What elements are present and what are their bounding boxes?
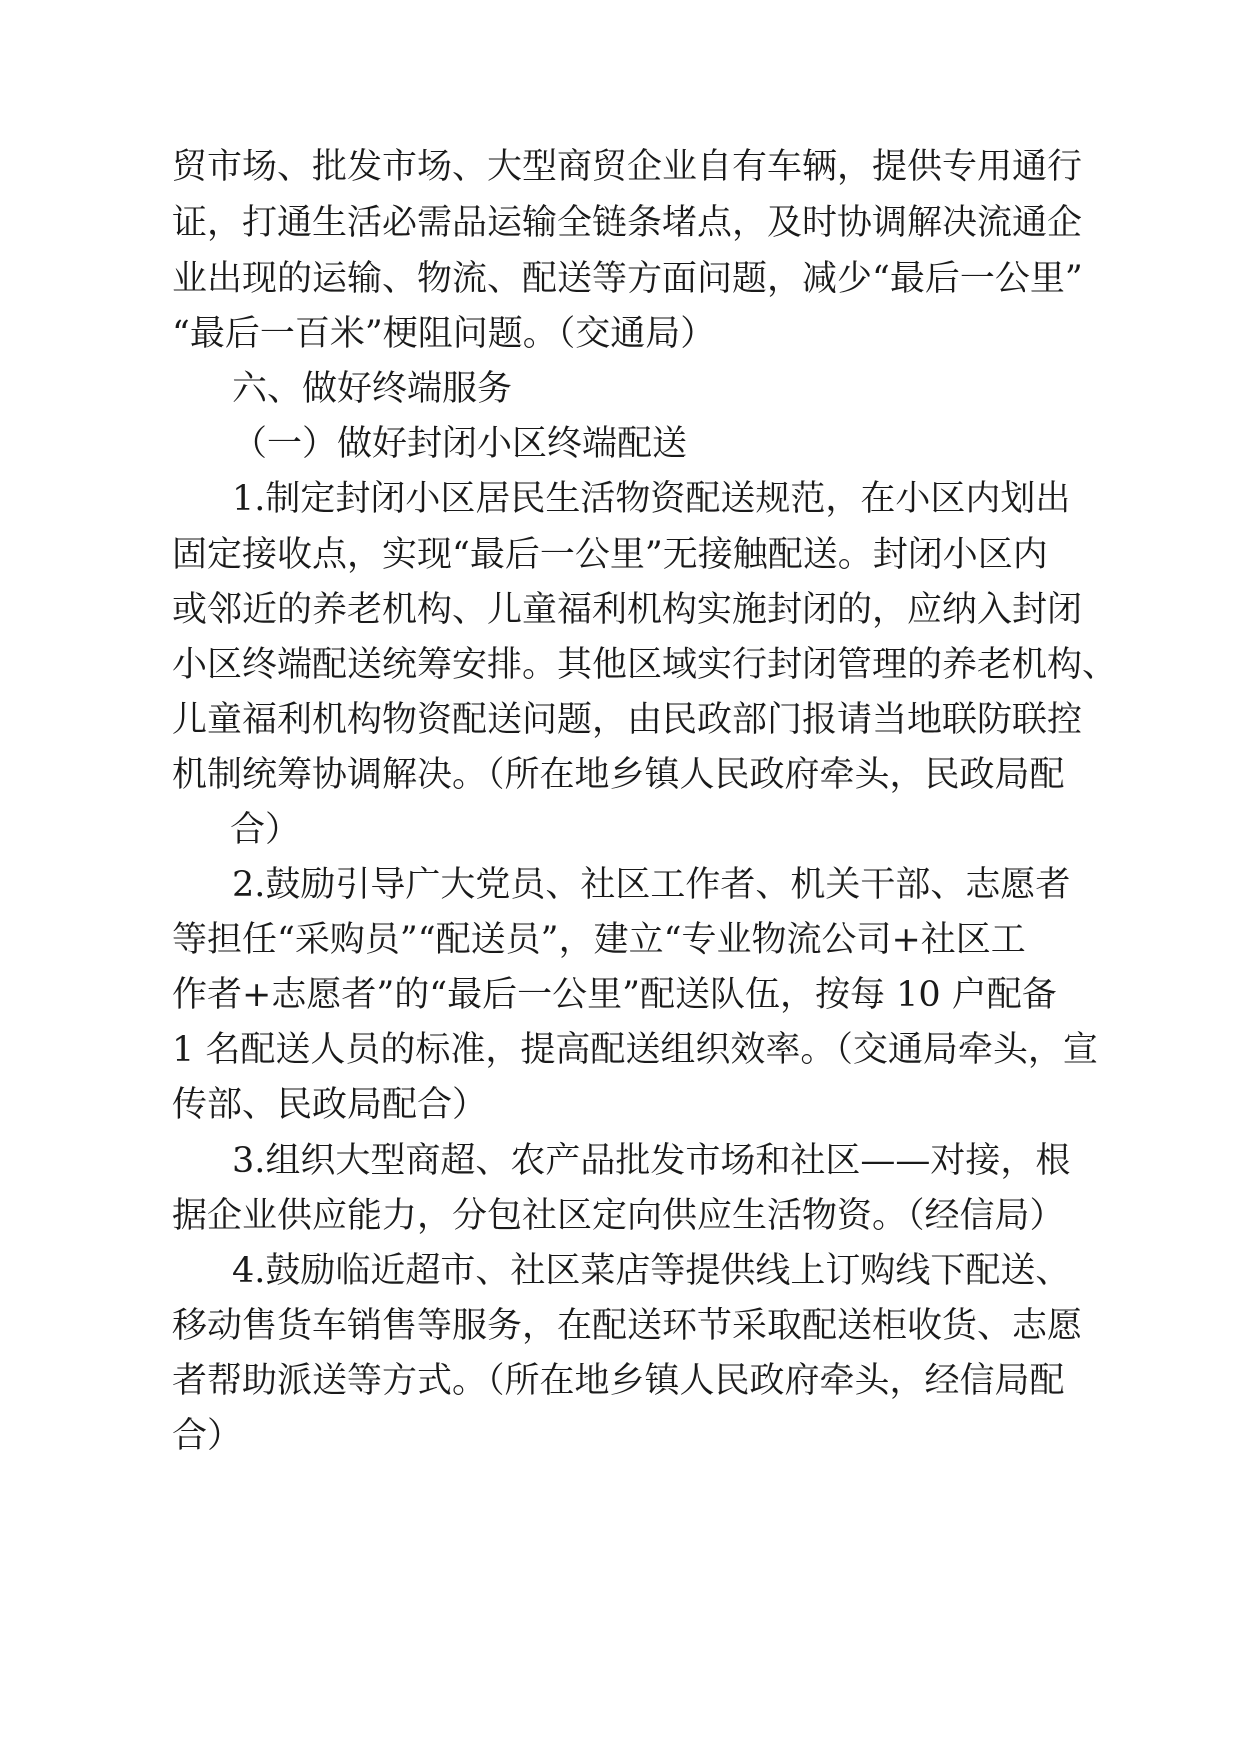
text-line-3: 业出现的运输、物流、配送等方面问题，减少“最后一公里” — [172, 259, 1083, 299]
text-line-21: 4.鼓励临近超市、社区菜店等提供线上订购线下配送、 — [232, 1251, 1071, 1291]
text-line-1: 贸市场、批发市场、大型商贸企业自有车辆，提供专用通行 — [172, 147, 1083, 187]
text-line-10: 小区终端配送统筹安排。其他区域实行封闭管理的养老机构、 — [172, 645, 1118, 685]
subsection-heading: （一）做好封闭小区终端配送 — [232, 424, 688, 464]
text-line-19: 3.组织大型商超、农产品批发市场和社区——对接，根 — [232, 1141, 1071, 1181]
text-line-23: 者帮助派送等方式。（所在地乡镇人民政府牵头，经信局配 — [172, 1361, 1065, 1401]
text-line-13: 合） — [230, 810, 301, 850]
text-line-16: 作者+志愿者”的“最后一公里”配送队伍，按每 10 户配备 — [172, 975, 1057, 1015]
text-line-24: 合） — [172, 1416, 243, 1456]
text-line-9: 或邻近的养老机构、儿童福利机构实施封闭的，应纳入封闭 — [172, 590, 1083, 630]
text-line-20: 据企业供应能力，分包社区定向供应生活物资。（经信局） — [172, 1196, 1065, 1236]
text-line-12: 机制统筹协调解决。（所在地乡镇人民政府牵头，民政局配 — [172, 755, 1065, 795]
text-line-2: 证，打通生活必需品运输全链条堵点，及时协调解决流通企 — [172, 203, 1083, 243]
text-line-8: 固定接收点，实现“最后一公里”无接触配送。封闭小区内 — [172, 535, 1048, 575]
text-line-11: 儿童福利机构物资配送问题，由民政部门报请当地联防联控 — [172, 700, 1083, 740]
text-line-18: 传部、民政局配合） — [172, 1085, 488, 1125]
text-line-15: 等担任“采购员”“配送员”，建立“专业物流公司+社区工 — [172, 920, 1026, 960]
text-line-4: “最后一百米”梗阻问题。（交通局） — [172, 314, 716, 354]
text-line-14: 2.鼓励引导广大党员、社区工作者、机关干部、志愿者 — [232, 865, 1071, 905]
text-line-7: 1.制定封闭小区居民生活物资配送规范，在小区内划出 — [232, 479, 1071, 519]
text-line-17: 1 名配送人员的标准，提高配送组织效率。（交通局牵头，宣 — [172, 1030, 1098, 1070]
section-heading: 六、做好终端服务 — [232, 369, 513, 409]
text-line-22: 移动售货车销售等服务，在配送环节采取配送柜收货、志愿 — [172, 1306, 1083, 1346]
